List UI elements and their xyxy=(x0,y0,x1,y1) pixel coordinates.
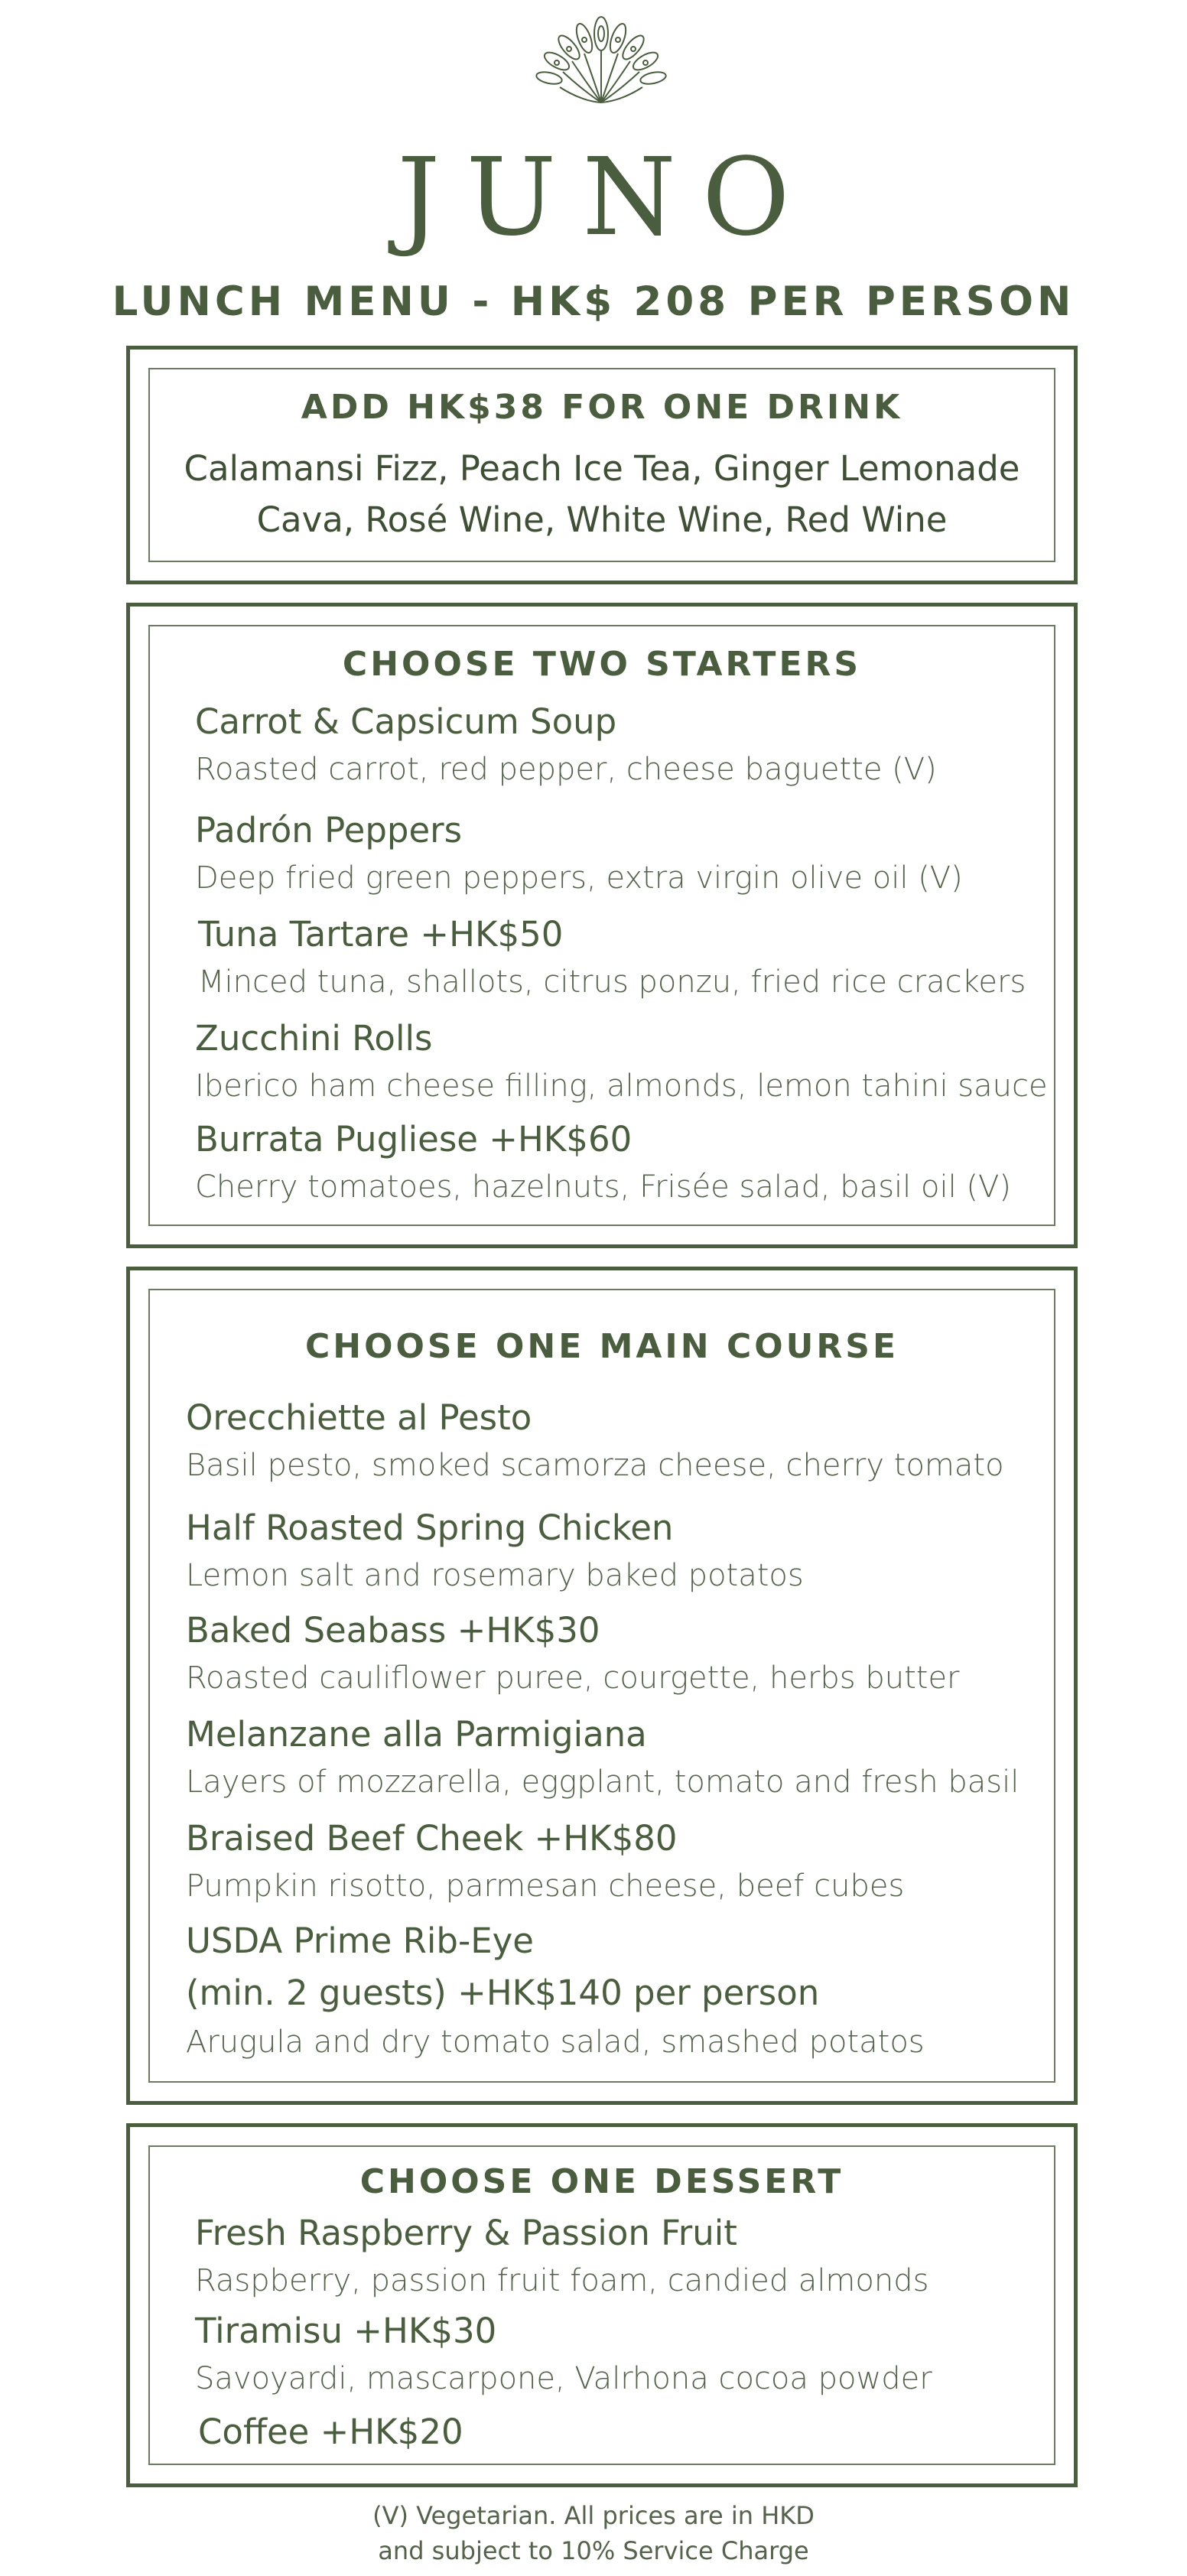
peacock-feather-fan-icon xyxy=(525,11,678,110)
main-name: Melanzane alla Parmigiana xyxy=(186,1714,647,1755)
mains-section xyxy=(126,1267,1078,2105)
dessert-name: Tiramisu +HK$30 xyxy=(195,2311,497,2351)
main-name: USDA Prime Rib-Eye xyxy=(186,1921,534,1961)
main-description: Roasted cauliflower puree, courgette, herbs butter xyxy=(186,1660,960,1696)
starter-name: Carrot & Capsicum Soup xyxy=(195,701,617,742)
main-name-line2: (min. 2 guests) +HK$140 per person xyxy=(186,1973,820,2013)
main-name: Braised Beef Cheek +HK$80 xyxy=(186,1818,678,1859)
main-description: Layers of mozzarella, eggplant, tomato and fresh basil xyxy=(186,1764,1020,1800)
starter-description: Roasted carrot, red pepper, cheese baguette (V) xyxy=(195,752,937,787)
drinks-title: ADD HK$38 FOR ONE DRINK xyxy=(301,388,903,427)
dessert-description: Raspberry, passion fruit foam, candied almonds xyxy=(195,2263,929,2298)
brand-name: JUNO xyxy=(397,135,816,260)
desserts-title: CHOOSE ONE DESSERT xyxy=(359,2162,844,2201)
starter-name: Tuna Tartare +HK$50 xyxy=(198,914,564,955)
starter-description: Minced tuna, shallots, citrus ponzu, fried rice crackers xyxy=(198,964,1026,1000)
dessert-name: Coffee +HK$20 xyxy=(198,2412,463,2452)
main-name: Orecchiette al Pesto xyxy=(186,1397,532,1438)
starter-description: Iberico ham cheese filling, almonds, lemon tahini sauce xyxy=(195,1068,1048,1104)
dessert-name: Fresh Raspberry & Passion Fruit xyxy=(195,2213,737,2253)
starters-title: CHOOSE TWO STARTERS xyxy=(342,645,862,684)
drinks-section xyxy=(126,346,1078,584)
starter-name: Padrón Peppers xyxy=(195,810,463,851)
main-description: Pumpkin risotto, parmesan cheese, beef cubes xyxy=(186,1869,905,1904)
main-description: Lemon salt and rosemary baked potatos xyxy=(186,1558,804,1593)
footer-note: (V) Vegetarian. All prices are in HKD xyxy=(372,2501,815,2530)
main-description: Basil pesto, smoked scamorza cheese, cherry tomato xyxy=(186,1448,1004,1483)
mains-title: CHOOSE ONE MAIN COURSE xyxy=(305,1327,899,1366)
drinks-line: Cava, Rosé Wine, White Wine, Red Wine xyxy=(256,499,948,540)
menu-title: LUNCH MENU - HK$ 208 PER PERSON xyxy=(112,278,1075,325)
starters-section xyxy=(126,603,1078,1248)
starter-description: Cherry tomatoes, hazelnuts, Frisée salad, basil oil (V) xyxy=(195,1169,1011,1205)
starter-description: Deep fried green peppers, extra virgin olive oil (V) xyxy=(195,860,963,896)
footer-service-charge: and subject to 10% Service Charge xyxy=(378,2536,809,2565)
main-description: Arugula and dry tomato salad, smashed potatos xyxy=(186,2025,925,2060)
dessert-description: Savoyardi, mascarpone, Valrhona cocoa powder xyxy=(195,2361,932,2396)
main-name: Baked Seabass +HK$30 xyxy=(186,1610,600,1651)
drinks-line: Calamansi Fizz, Peach Ice Tea, Ginger Lemonade xyxy=(184,448,1020,489)
starter-name: Zucchini Rolls xyxy=(195,1018,433,1059)
main-name: Half Roasted Spring Chicken xyxy=(186,1508,674,1548)
starter-name: Burrata Pugliese +HK$60 xyxy=(195,1119,633,1160)
desserts-section xyxy=(126,2123,1078,2487)
